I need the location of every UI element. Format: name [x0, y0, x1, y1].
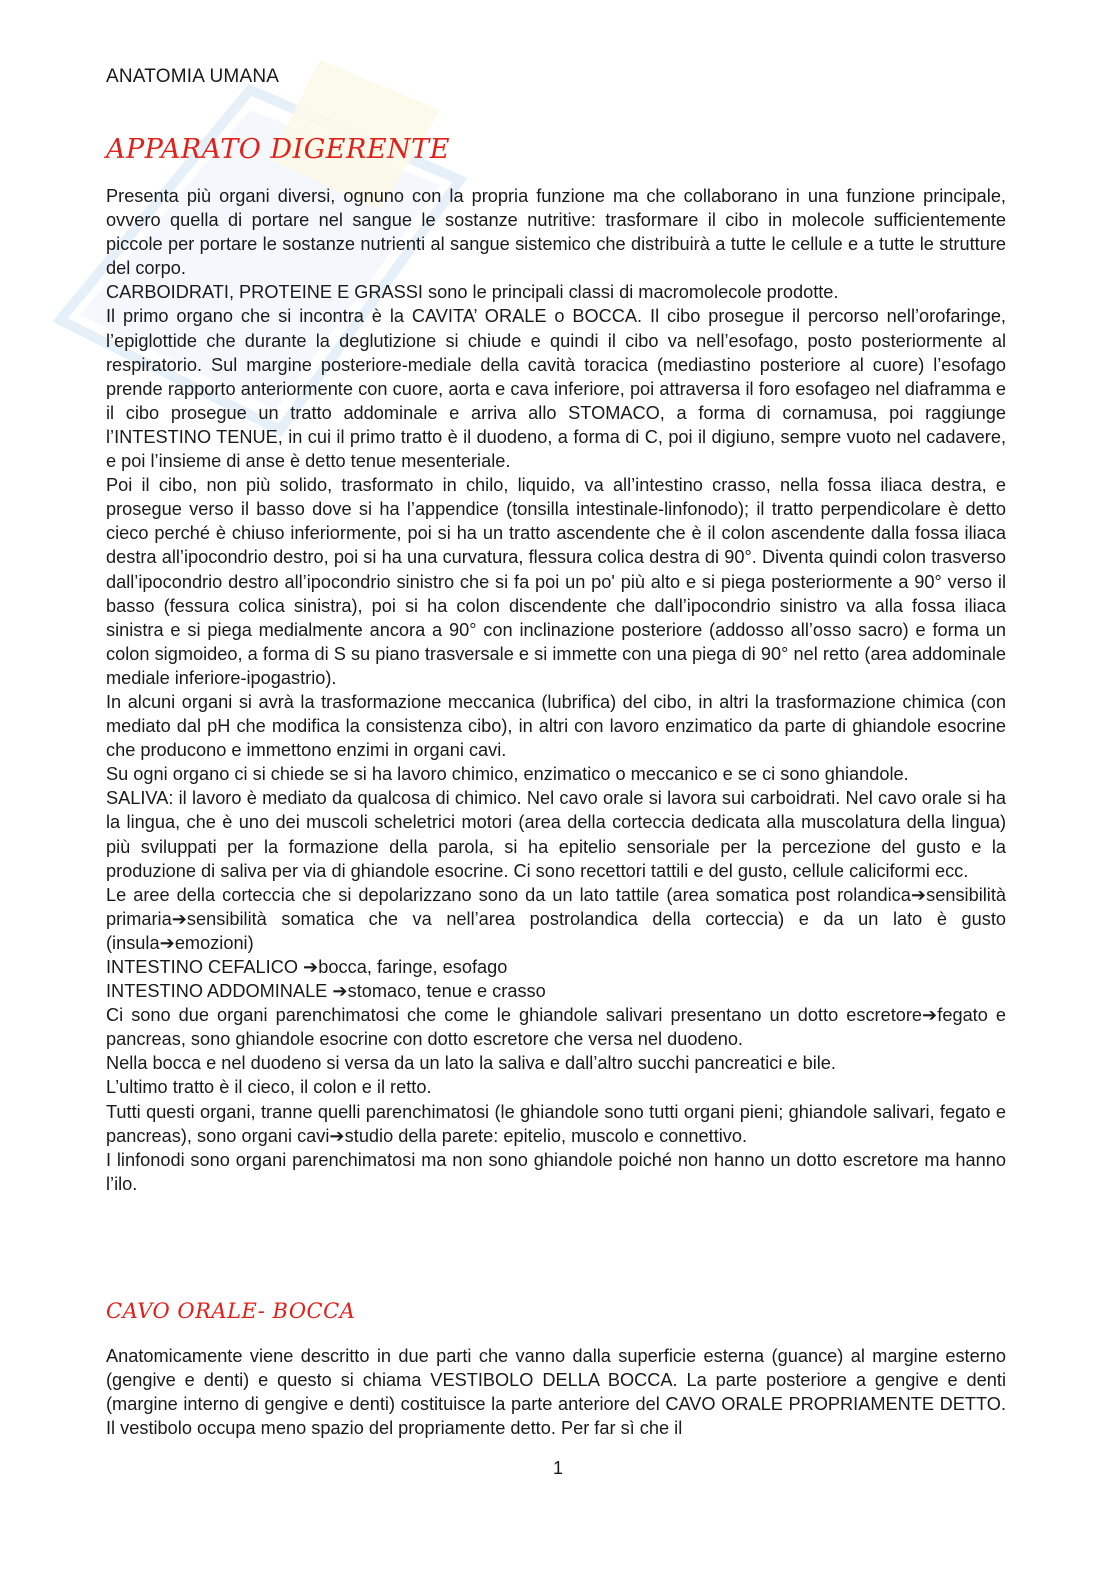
- paragraph: Tutti questi organi, tranne quelli parenchimatosi (le ghiandole sono tutti organi pieni; ghiandole salivari, fegato e pancreas), sono organi cavi➔studio della parete: epitelio, muscolo e connettivo.: [106, 1101, 1006, 1146]
- document-header-title: ANATOMIA UMANA: [106, 66, 280, 87]
- paragraph: Su ogni organo ci si chiede se si ha lavoro chimico, enzimatico o meccanico e se ci sono ghiandole.: [106, 764, 909, 785]
- paragraph: Presenta più organi diversi, ognuno con la propria funzione ma che collaborano in una funzione principale, ovvero quella di portare nel sangue le sostanze nutritive: trasformare il cibo in molecole sufficientemente piccole per portare le sostanze nutrienti al sangue sistemico che distribuirà a tutte le cellule e a tutte le strutture del corpo.: [106, 186, 1006, 279]
- paragraph: In alcuni organi si avrà la trasformazione meccanica (lubrifica) del cibo, in altri la trasformazione chimica (con mediato dal pH che modifica la consistenza cibo), in altri con lavoro enzimatico da parte di ghiandole esocrine che producono e immettono enzimi in organi cavi.: [106, 691, 1006, 761]
- paragraph: Poi il cibo, non più solido, trasformato in chilo, liquido, va all’intestino crasso, nella fossa iliaca destra, e prosegue verso il basso dove si ha l’appendice (tonsilla intestinale-linfonodo); il tratto perpendicolare è detto cieco perché è chiuso inferiormente, poi si ha un tratto ascendente che è il colon ascendente dalla fossa iliaca destra all’ipocondrio destro, poi si ha una curvatura, flessura colica destra di 90°. Diventa quindi colon trasverso dall’ipocondrio destro all’ipocondrio sinistro che si fa poi un po' più alto e si piega posteriormente a 90° verso il basso (fessura colica sinistra), poi si ha colon discendente che dall’ipocondrio sinistro va alla fossa iliaca sinistra e si piega medialmente ancora a 90° con inclinazione posteriore (addosso all’osso sacro) e forma un colon sigmoideo, a forma di S su piano trasversale e si immette con una piega di 90° nel retto (area addominale mediale inferiore-ipogastrio).: [106, 475, 1006, 688]
- paragraph: Il primo organo che si incontra è la CAVITA’ ORALE o BOCCA. Il cibo prosegue il percorso nell’orofaringe, l’epiglottide che durante la deglutizione si chiude e quindi il cibo va nell’esofago, posto posteriormente al respiratorio. Sul margine posteriore-mediale della cavità toracica (mediastino posteriore al cuore) l’esofago prende rapporto anteriormente con cuore, aorta e cava inferiore, poi attraversa il foro esofageo nel diaframma e il cibo prosegue un tratto addominale e arriva allo STOMACO, a forma di cornamusa, poi raggiunge l’INTESTINO TENUE, in cui il primo tratto è il duodeno, a forma di C, poi il digiuno, sempre vuoto nel cadavere, e poi l’insieme di anse è detto tenue mesenteriale.: [106, 306, 1006, 472]
- paragraph: I linfonodi sono organi parenchimatosi ma non sono ghiandole poiché non hanno un dotto escretore ma hanno l’ilo.: [106, 1149, 1006, 1194]
- paragraph: CARBOIDRATI, PROTEINE E GRASSI sono le principali classi di macromolecole prodotte.: [106, 282, 839, 303]
- paragraph: Le aree della corteccia che si depolarizzano sono da un lato tattile (area somatica post rolandica➔sensibilità primaria➔sensibilità somatica che va nell’area postrolandica della corteccia) e da un lato è gusto (insula➔emozioni): [106, 884, 1006, 953]
- section-title: CAVO ORALE- BOCCA: [106, 1299, 356, 1323]
- section-body: [106, 184, 1006, 1196]
- paragraph: SALIVA: il lavoro è mediato da qualcosa di chimico. Nel cavo orale si lavora sui carboidrati. Nel cavo orale si ha la lingua, che è uno dei muscoli scheletrici motori (area della corteccia dedicata alla muscolatura della lingua) più sviluppati per la formazione della parola, si ha epitelio sensoriale per la percezione del gusto e la produzione di saliva per via di ghiandole esocrine. Ci sono recettori tattili e del gusto, cellule caliciformi ecc.: [106, 788, 1006, 881]
- paragraph: Nella bocca e nel duodeno si versa da un lato la saliva e dall’altro succhi pancreatici e bile.: [106, 1053, 836, 1074]
- page-number: 1: [552, 1458, 563, 1478]
- paragraph: INTESTINO ADDOMINALE ➔stomaco, tenue e crasso: [106, 981, 546, 1002]
- paragraph: Anatomicamente viene descritto in due parti che vanno dalla superficie esterna (guance) al margine esterno (gengive e denti) e questo si chiama VESTIBOLO DELLA BOCCA. La parte posteriore a gengive e denti (margine interno di gengive e denti) costituisce la parte anteriore del CAVO ORALE PROPRIAMENTE DETTO. Il vestibolo occupa meno spazio del propriamente detto. Per far sì che il: [106, 1346, 1006, 1439]
- paragraph: L’ultimo tratto è il cieco, il colon e il retto.: [106, 1077, 432, 1098]
- section-title: APPARATO DIGERENTE: [106, 134, 450, 165]
- section-body: [106, 1344, 1006, 1440]
- paragraph: Ci sono due organi parenchimatosi che come le ghiandole salivari presentano un dotto escretore➔fegato e pancreas, sono ghiandole esocrine con dotto escretore che versa nel duodeno.: [106, 1005, 1006, 1050]
- paragraph: INTESTINO CEFALICO ➔bocca, faringe, esofago: [106, 957, 508, 977]
